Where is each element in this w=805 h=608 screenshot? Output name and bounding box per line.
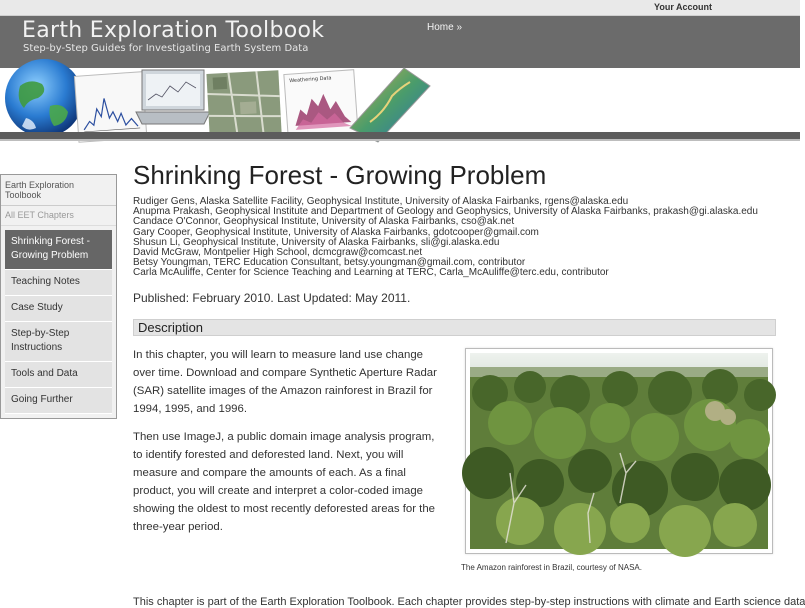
banner-light-stripe bbox=[0, 139, 800, 141]
published-date: Published: February 2010. Last Updated: May 2011. bbox=[133, 290, 411, 305]
author-line: Rudiger Gens, Alaska Satellite Facility, Geophysical Institute, University of Alaska Fairbanks, rgens@alaska.edu bbox=[133, 196, 629, 207]
sidebar-item-shrinking-forest[interactable]: Shrinking Forest - Growing Problem bbox=[5, 230, 112, 270]
rainforest-figure bbox=[461, 348, 773, 572]
site-title[interactable]: Earth Exploration Toolbook bbox=[22, 18, 325, 43]
your-account-link[interactable]: Your Account bbox=[654, 2, 712, 12]
sidebar-item-tools-and-data[interactable]: Tools and Data bbox=[5, 362, 112, 388]
satellite-map-image bbox=[350, 68, 430, 142]
sidebar-nav bbox=[0, 174, 117, 419]
sidebar-item-case-study[interactable]: Case Study bbox=[5, 296, 112, 322]
page-title: Shrinking Forest - Growing Problem bbox=[133, 160, 547, 190]
author-line: David McGraw, Montpelier High School, dcmcgraw@comcast.net bbox=[133, 247, 423, 259]
description-paragraph: In this chapter, you will learn to measure land use change over time. Download and compare Synthetic Aperture Radar (SAR) satellite images of the Amazon rainforest in Brazil for 1994, 1995, and 1996. bbox=[133, 348, 437, 415]
description-paragraph: Then use ImageJ, a public domain image analysis program, to identify forested and deforested land. Next, you will measure and compare the amounts of each. As a final product, you will create and interpret a color-coded image showing the oldest to most recently deforested areas for the three-year period. bbox=[133, 430, 436, 533]
sidebar-top-link[interactable]: Earth Exploration Toolbook bbox=[1, 175, 116, 206]
author-line: Shusun Li, Geophysical Institute, University of Alaska Fairbanks, sli@gi.alaska.edu bbox=[133, 236, 500, 248]
figure-caption: The Amazon rainforest in Brazil, courtesy of NASA. bbox=[461, 563, 642, 572]
weathering-chart-image bbox=[284, 70, 358, 141]
weathering-chart-title: Weathering Data bbox=[289, 75, 332, 85]
author-line: Anupma Prakash, Geophysical Institute and Department of Geology and Geophysics, University of Alaska Fairbanks, prakash@gi.alaska.edu bbox=[133, 206, 758, 218]
site-header bbox=[0, 16, 800, 68]
figure-frame bbox=[465, 348, 773, 554]
top-utility-bar bbox=[0, 0, 800, 16]
description-heading: Description bbox=[133, 319, 776, 336]
amazon-rainforest-photo[interactable] bbox=[470, 353, 768, 549]
header-banner bbox=[0, 68, 800, 148]
author-line: Carla McAuliffe, Center for Science Teaching and Learning at TERC, Carla_McAuliffe@terc.edu, contributor bbox=[133, 267, 609, 279]
sidebar-item-step-by-step[interactable]: Step-by-Step Instructions bbox=[5, 322, 112, 362]
sidebar-item-going-further[interactable]: Going Further bbox=[5, 388, 112, 414]
sidebar-item-teaching-notes[interactable]: Teaching Notes bbox=[5, 270, 112, 296]
globe-icon bbox=[5, 59, 83, 137]
author-line: Betsy Youngman, TERC Education Consultant, betsy.youngman@gmail.com, contributor bbox=[133, 257, 526, 269]
laptop-image bbox=[136, 70, 210, 124]
main-content bbox=[133, 160, 776, 572]
aerial-photo-image bbox=[206, 70, 281, 138]
banner-dark-stripe bbox=[0, 132, 800, 139]
author-list bbox=[133, 197, 776, 279]
author-line: Gary Cooper, Geophysical Institute, University of Alaska Fairbanks, gdotcooper@gmail.com bbox=[133, 226, 539, 238]
description-text bbox=[133, 346, 445, 536]
home-link[interactable]: Home » bbox=[427, 22, 463, 33]
sidebar-menu bbox=[1, 226, 116, 418]
intro-text-cut-off: This chapter is part of the Earth Exploration Toolbook. Each chapter provides step-by-step instructions with climate and Earth science data bbox=[133, 596, 805, 608]
site-tagline: Step-by-Step Guides for Investigating Earth System Data bbox=[23, 43, 309, 54]
sidebar-all-chapters-link[interactable]: All EET Chapters bbox=[1, 206, 116, 226]
author-line: Candace O'Connor, Geophysical Institute, University of Alaska Fairbanks, cso@ak.net bbox=[133, 216, 515, 228]
